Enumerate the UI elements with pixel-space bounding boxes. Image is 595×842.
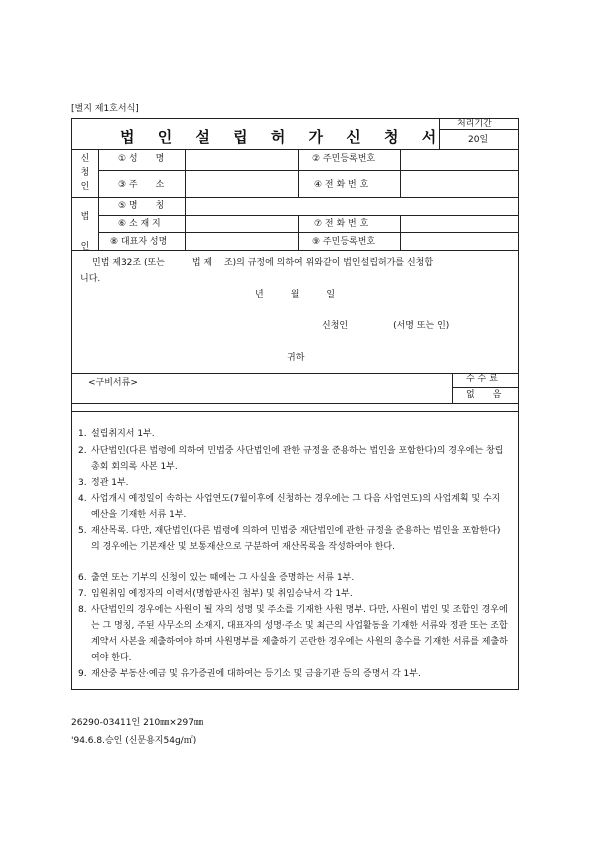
processing-value: 20일 [468,135,489,145]
list-item: 4. 사업개시 예정일이 속하는 사업연도(7월이후에 신청하는 경우에는 그 다음 사업연도)의 사업계획 및 수지예산을 기재한 서류 1부. [78,494,501,520]
corp-phone-label: ⑦ 전 화 번 호 [314,219,369,229]
location-field[interactable] [187,217,296,231]
form-code: 26290-03411인 210㎜×297㎜ [71,718,203,728]
list-item: 9. 재산중 부동산·예금 및 유가증권에 대하여는 등기소 및 금융기관 등의 증명서 각 1부. [78,669,421,679]
list-item: 7. 임원취임 예정자의 이력서(명함판사진 첨부) 및 취임승낙서 각 1부. [78,589,353,599]
approval-note: '94.6.8.승인 (신문용지54g/㎡) [71,736,197,746]
rep-name-label: ⑧ 대표자 성명 [110,237,168,247]
addressee: 귀하 [287,353,305,363]
date-line: 년 월 일 [255,290,336,300]
application-form [71,118,519,404]
documents-label: <구비서류> [88,378,138,388]
signature-line: 신청인 (서명 또는 인) [322,321,450,331]
address-label: ③ 주 소 [118,180,165,190]
corp-name-field[interactable] [187,199,517,214]
fee-label: 수 수 료 [466,374,498,384]
corp-phone-field[interactable] [402,217,517,231]
name-label: ① 성 명 [118,154,165,164]
phone-field[interactable] [402,172,517,196]
rrn-label: ② 주민등록번호 [312,154,376,164]
rrn-field[interactable] [402,151,517,169]
form-title: 법 인 설 립 허 가 신 청 서 [120,128,446,146]
statement-line-1: 민법 제32조 (또는 법 제 조)의 규정에 의하여 위와같이 법인설립허가를 신청합 [92,258,434,268]
rep-name-field[interactable] [187,234,296,249]
list-item: 2. 사단법인(다른 법령에 의하여 민법중 사단법인에 관한 규정을 준용하는 법인을 포함한다)의 경우에는 창립총회 회의록 사본 1부. [78,446,504,472]
form-number: [별지 제1호서식] [71,104,139,114]
statement-line-2: 니다. [80,274,101,284]
rep-rrn-field[interactable] [402,234,517,249]
required-documents-box [71,404,519,690]
name-field[interactable] [187,151,296,169]
corporation-section-label: 법 인 [80,212,90,252]
list-item: 3. 정관 1부. [78,478,129,488]
phone-label: ④ 전 화 번 호 [314,180,369,190]
address-field[interactable] [187,172,296,196]
corp-name-label: ⑤ 명 칭 [118,201,165,211]
list-item: 1. 설립취지서 1부. [78,429,155,439]
location-label: ⑥ 소 재 지 [118,219,161,229]
list-item: 5. 재산목록. 다만, 재단법인(다른 법령에 의하여 민법중 재단법인에 관한 규정을 준용하는 법인을 포함한다)의 경우에는 기본재산 및 보통재산으로 구분하여 재산목록을 작성하여야 한다. [78,526,501,552]
fee-value: 없 음 [466,390,502,400]
rep-rrn-label: ⑨ 주민등록번호 [312,237,376,247]
list-item: 8. 사단법인의 경우에는 사원이 될 자의 성명 및 주소를 기재한 사원 명부. 다만, 사원이 법인 및 조합인 경우에는 그 명칭, 주된 사무소의 소재지, 대표자의 성명·주소 및 최근의 사업활동을 기재한 서류와 정관 또는 조합계약서 사본을 제출하여야 하며 사원명부를 제출하기 곤란한 경우에는 사원의 총수를 기재한 서류를 제출하여야 한다. [78,605,508,663]
applicant-section-label: 신 청 인 [80,154,90,192]
processing-label: 처리기간 [457,119,492,129]
list-item: 6. 출연 또는 기부의 신청이 있는 때에는 그 사실을 증명하는 서류 1부. [78,573,355,583]
